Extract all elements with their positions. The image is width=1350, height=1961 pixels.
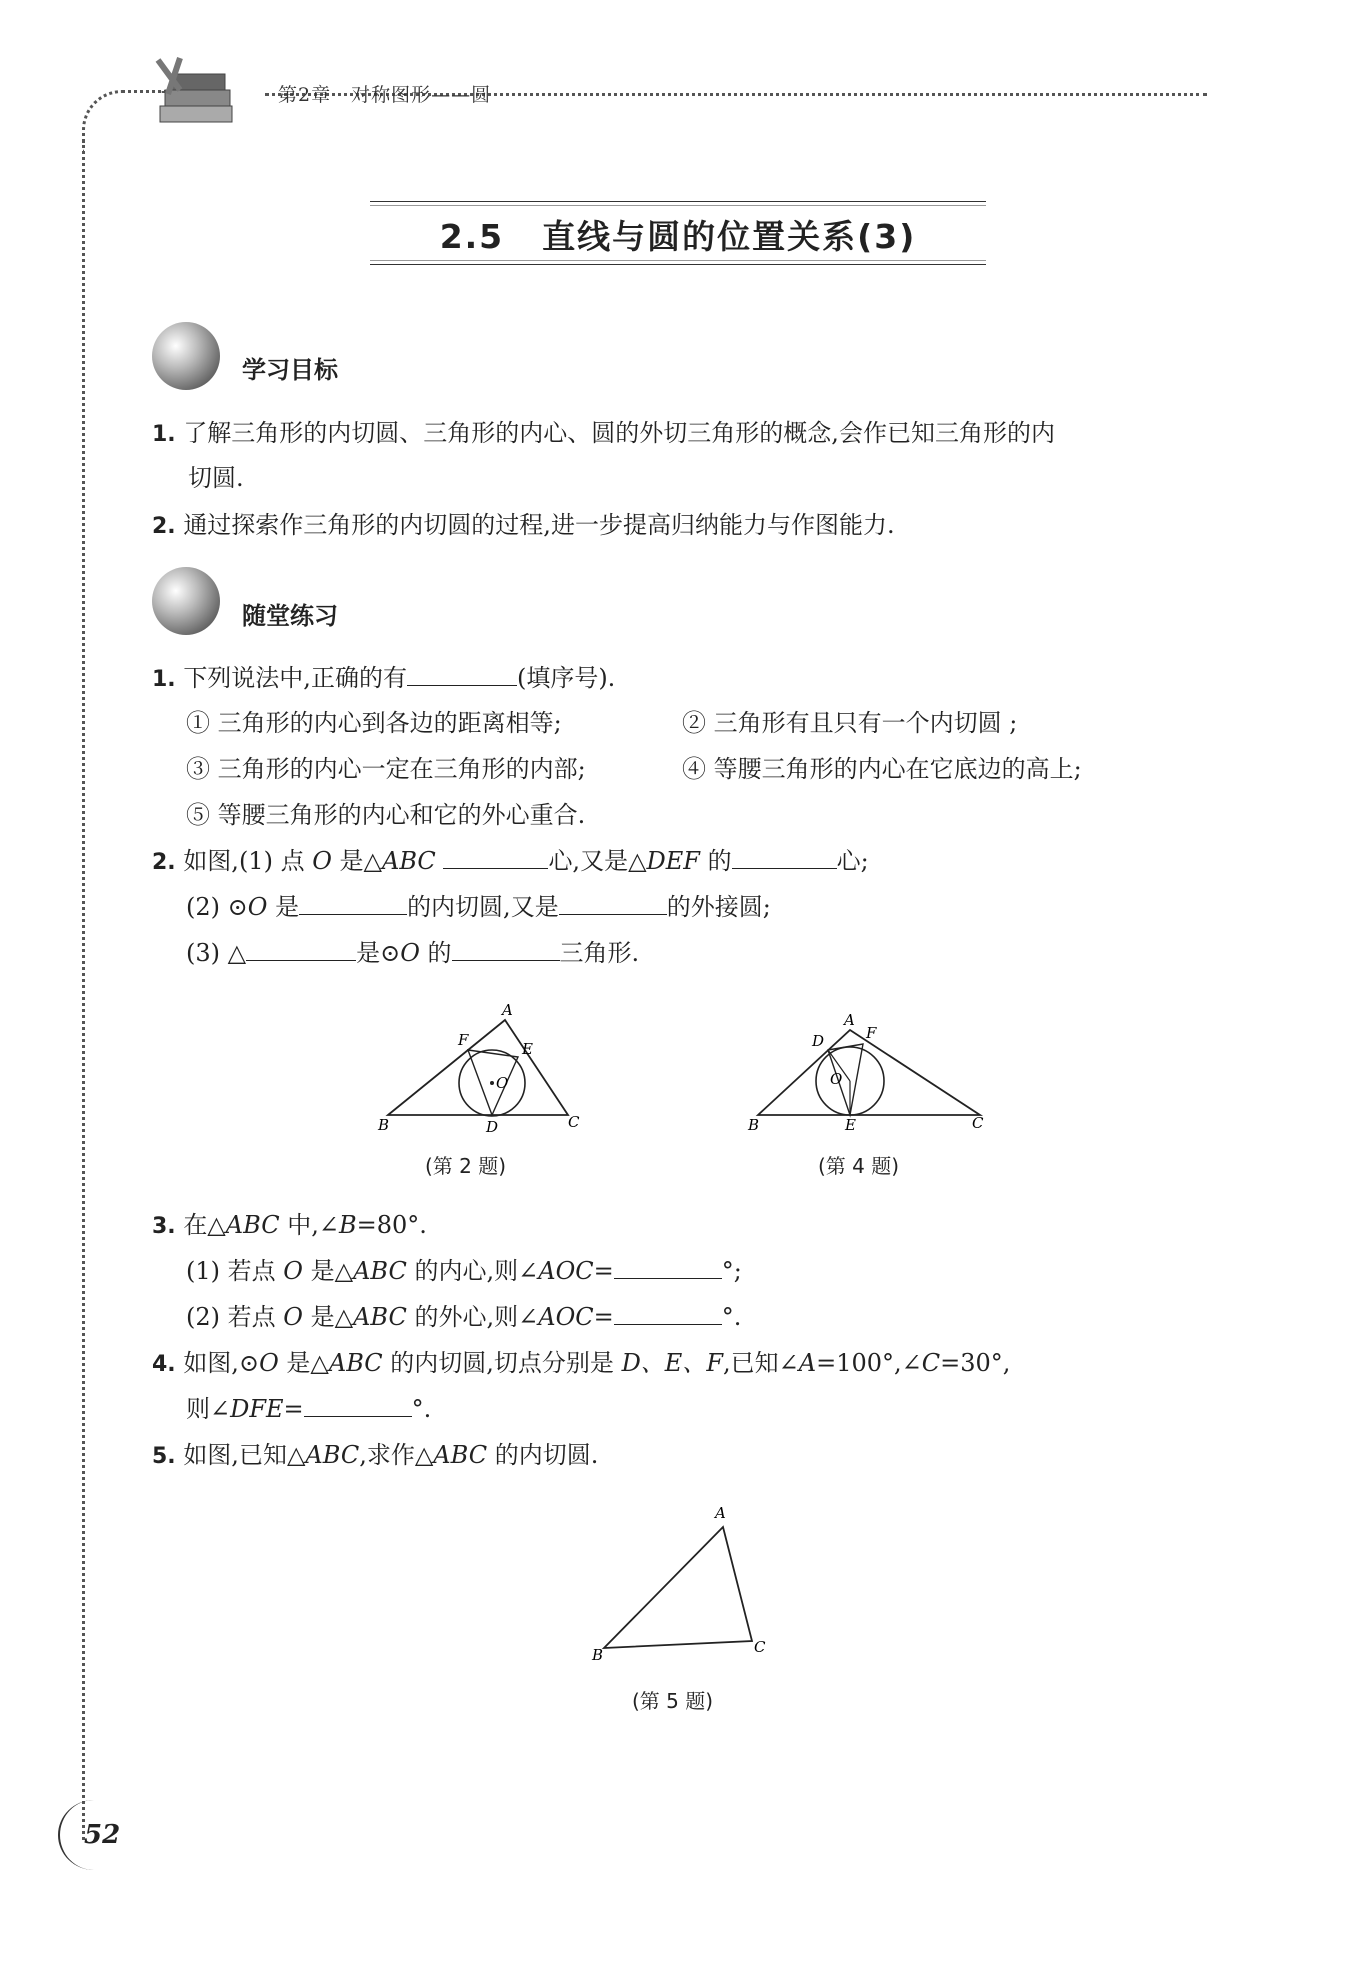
fig5-triangle-abc <box>604 1527 752 1648</box>
fig2-label-o: O <box>496 1074 509 1092</box>
question-3-part-2: (2) 若点 O 是△ABC 的外心,则∠AOC= °. <box>186 1303 742 1331</box>
section-title-objectives: 学习目标 <box>242 356 338 384</box>
fig4-label-d: D <box>812 1032 825 1050</box>
answer-blank[interactable] <box>614 1256 722 1279</box>
margin-dotted-line <box>82 140 85 1840</box>
fig2-label-d: D <box>486 1118 499 1136</box>
question-1: 1. 下列说法中,正确的有 (填序号). <box>152 664 616 692</box>
fig2-label-b: B <box>378 1116 390 1134</box>
fig2-label-c: C <box>568 1113 580 1131</box>
objective-2: 2. 通过探索作三角形的内切圆的过程,进一步提高归纳能力与作图能力. <box>152 511 895 539</box>
fig4-triangle-abc <box>758 1030 980 1115</box>
figure-2 <box>370 1000 590 1140</box>
fig2-label-f: F <box>458 1031 469 1049</box>
title-number: 2.5 <box>439 217 505 256</box>
q1-option-1: ① 三角形的内心到各边的距离相等; <box>186 709 562 737</box>
figure-4-caption: (第 4 题) <box>818 1154 900 1178</box>
fig4-label-b: B <box>748 1116 760 1134</box>
fig2-label-a: A <box>502 1001 513 1019</box>
fig2-triangle-abc <box>388 1020 568 1115</box>
globe-icon <box>152 567 220 635</box>
header-text <box>278 80 511 107</box>
question-4-line-2: 则∠DFE= °. <box>186 1395 432 1423</box>
title-text: 直线与圆的位置关系(3) <box>542 217 917 256</box>
section-title-practice: 随堂练习 <box>242 602 338 630</box>
q1-option-3: ③ 三角形的内心一定在三角形的内部; <box>186 755 586 783</box>
fig5-label-b: B <box>592 1646 604 1664</box>
fig4-label-o: O <box>830 1070 843 1088</box>
question-3: 3. 在△ABC 中,∠B=80°. <box>152 1211 427 1239</box>
header-topic: 对称图形——圆 <box>351 84 492 106</box>
answer-blank[interactable] <box>559 892 667 915</box>
fig4-label-a: A <box>844 1011 855 1029</box>
page-title <box>370 211 986 258</box>
q1-option-2: ② 三角形有且只有一个内切圆 ; <box>682 709 1018 737</box>
objective-1-cont: 切圆. <box>188 464 244 492</box>
objective-1: 1. 了解三角形的内切圆、三角形的内心、圆的外切三角形的概念,会作已知三角形的内 <box>152 419 1055 447</box>
fig4-label-c: C <box>972 1114 984 1132</box>
figure-4 <box>740 1010 990 1140</box>
page-number: 52 <box>84 1820 121 1850</box>
answer-blank[interactable] <box>299 892 407 915</box>
answer-blank[interactable] <box>443 846 548 869</box>
answer-blank[interactable] <box>246 938 356 961</box>
figure-5 <box>580 1500 780 1675</box>
question-4-line-1: 4. 如图,⊙O 是△ABC 的内切圆,切点分别是 D、E、F,已知∠A=100°,∠C=30°, <box>152 1349 1011 1377</box>
fig4-label-e: E <box>845 1116 856 1134</box>
fig2-label-e: E <box>522 1040 533 1058</box>
question-2-line-2: (2) ⊙O 是 的内切圆,又是 的外接圆; <box>186 893 771 921</box>
header-books-icon <box>140 50 240 140</box>
answer-blank[interactable] <box>732 846 837 869</box>
figure-5-caption: (第 5 题) <box>632 1689 714 1713</box>
q1-option-5: ⑤ 等腰三角形的内心和它的外心重合. <box>186 801 586 829</box>
question-2-line-3: (3) △ 是⊙O 的 三角形. <box>186 939 640 967</box>
sphere-icon <box>152 322 220 390</box>
answer-blank[interactable] <box>407 663 517 686</box>
header-chapter: 第2章 <box>278 84 332 106</box>
figure-2-caption: (第 2 题) <box>425 1154 507 1178</box>
fig2-center-dot <box>490 1081 494 1085</box>
question-2-line-1: 2. 如图,(1) 点 O 是△ABC 心,又是△DEF 的 心; <box>152 847 869 875</box>
question-5: 5. 如图,已知△ABC,求作△ABC 的内切圆. <box>152 1441 599 1469</box>
fig5-label-c: C <box>754 1638 766 1656</box>
question-3-part-1: (1) 若点 O 是△ABC 的内心,则∠AOC= °; <box>186 1257 742 1285</box>
fig4-label-f: F <box>866 1024 877 1042</box>
answer-blank[interactable] <box>304 1394 412 1417</box>
answer-blank[interactable] <box>614 1302 722 1325</box>
q1-option-4: ④ 等腰三角形的内心在它底边的高上; <box>682 755 1082 783</box>
answer-blank[interactable] <box>452 938 560 961</box>
fig5-label-a: A <box>715 1504 726 1522</box>
